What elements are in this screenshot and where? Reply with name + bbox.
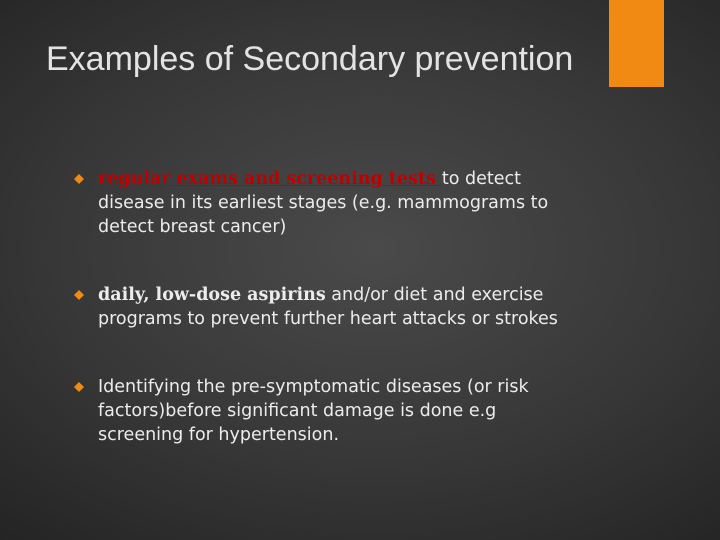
bullet-text: disease in its earliest stages (e.g. mammograms to detect breast cancer): [98, 193, 549, 237]
bullet-emphasis: regular exams and screening tests: [98, 169, 442, 189]
diamond-icon: [74, 174, 84, 184]
bullet-first-line: [98, 285, 543, 305]
bullet-emphasis: daily, low-dose aspirins: [98, 285, 326, 305]
bullet-item: [98, 283, 578, 331]
slide-title: Examples of Secondary prevention: [46, 40, 574, 78]
bullet-text: to detect: [441, 169, 522, 189]
bullet-item: [98, 375, 578, 447]
diamond-icon: [74, 290, 84, 300]
diamond-icon: [74, 382, 84, 392]
bullet-text: Identifying the pre-symptomatic diseases (or risk factors)before significant damage is done e.g screening for hypertension.: [98, 377, 529, 445]
bullet-text: programs to prevent further heart attacks or strokes: [98, 309, 558, 329]
accent-bar: [609, 0, 664, 87]
bullet-text: and/or diet and exercise: [325, 285, 544, 305]
bullet-first-line: [98, 169, 521, 189]
bullet-item: [98, 167, 578, 239]
